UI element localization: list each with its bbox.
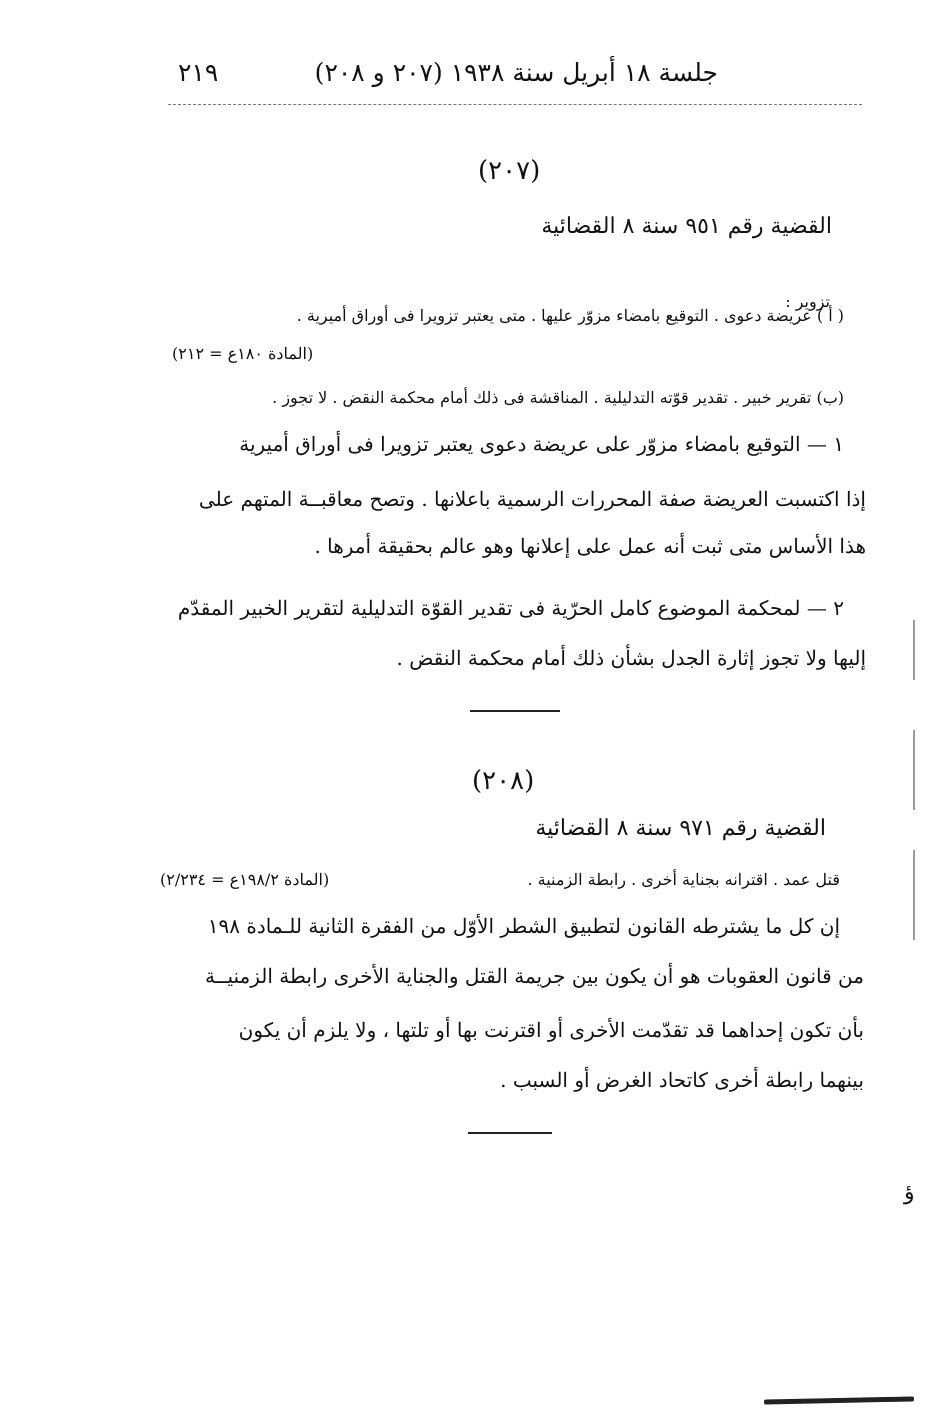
- margin-glyph: ؤ: [904, 1180, 915, 1205]
- section-separator: [468, 1132, 552, 1134]
- case-207-summary-b: (ب) تقرير خبير . تقدير قوّته التدليلية . المناقشة فى ذلك أمام محكمة النقض . لا تجوز .: [272, 388, 844, 407]
- section-separator: [470, 710, 560, 712]
- case-207-para2-line: إليها ولا تجوز إثارة الجدل بشأن ذلك أمام محكمة النقض .: [396, 646, 866, 670]
- page-number: ٢١٩: [178, 58, 219, 87]
- case-207-title: القضية رقم ٩٥١ سنة ٨ القضائية: [541, 214, 832, 239]
- case-207-article-a: (المادة ١٨٠ع = ٢١٢): [172, 344, 314, 363]
- case-207-para1-line: إذا اكتسبت العريضة صفة المحررات الرسمية باعلانها . وتصح معاقبــة المتهم على: [198, 487, 866, 511]
- case-207-summary-a: ( أ ) عريضة دعوى . التوقيع بامضاء مزوّر عليها . متى يعتبر تزويرا فى أوراق أميرية .: [296, 306, 844, 325]
- case-208-article: (المادة ١٩٨/٢ع = ٢/٢٣٤): [160, 870, 330, 889]
- margin-scan-mark: [913, 730, 915, 810]
- running-header-title: جلسة ١٨ أبريل سنة ١٩٣٨ (٢٠٧ و ٢٠٨): [314, 58, 718, 87]
- case-208-para-line: إن كل ما يشترطه القانون لتطبيق الشطر الأوّل من الفقرة الثانية للـمادة ١٩٨: [207, 914, 840, 938]
- scan-edge-stroke: [764, 1396, 914, 1404]
- case-208-para-line: بينهما رابطة أخرى كاتحاد الغرض أو السبب .: [500, 1068, 864, 1092]
- case-208-para-line: من قانون العقوبات هو أن يكون بين جريمة القتل والجناية الأخرى رابطة الزمنيــة: [205, 964, 864, 988]
- case-207-para1-line: هذا الأساس متى ثبت أنه عمل على إعلانها وهو عالم بحقيقة أمرها .: [314, 534, 866, 558]
- case-208-title: القضية رقم ٩٧١ سنة ٨ القضائية: [535, 816, 826, 841]
- case-207-para2-line: ٢ — لمحكمة الموضوع كامل الحرّية فى تقدير القوّة التدليلية لتقرير الخبير المقدّم: [177, 596, 844, 620]
- case-208-para-line: بأن تكون إحداهما قد تقدّمت الأخرى أو اقترنت بها أو تلتها ، ولا يلزم أن يكون: [238, 1018, 864, 1042]
- case-208-number: (٢٠٨): [472, 766, 535, 796]
- header-rule: [168, 104, 862, 105]
- margin-scan-mark: [913, 620, 915, 680]
- margin-scan-mark: [913, 850, 915, 940]
- case-207-para1-line: ١ — التوقيع بامضاء مزوّر على عريضة دعوى يعتبر تزويرا فى أوراق أميرية: [239, 432, 844, 456]
- case-207-number: (٢٠٧): [478, 156, 541, 186]
- case-208-summary: قتل عمد . اقترانه بجناية أخرى . رابطة الزمنية .: [527, 870, 840, 889]
- case-207-topic: تزوير :: [785, 292, 830, 311]
